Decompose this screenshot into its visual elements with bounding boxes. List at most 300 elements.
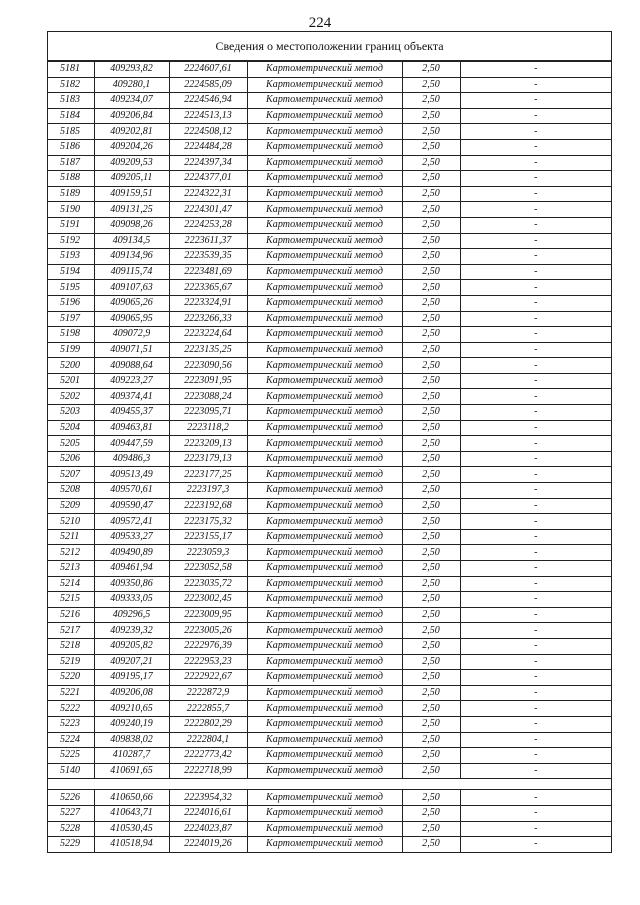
table-row	[48, 732, 611, 748]
coordinate-x: 409134,5	[94, 233, 169, 249]
coordinate-x: 409533,27	[94, 529, 169, 545]
point-number: 5185	[48, 124, 94, 140]
description-value: -	[460, 805, 611, 821]
determination-method: Картометрический метод	[247, 670, 402, 686]
coordinate-x: 409234,07	[94, 93, 169, 109]
coordinate-y: 2222872,9	[169, 685, 247, 701]
accuracy-value: 2,50	[402, 748, 460, 764]
determination-method: Картометрический метод	[247, 561, 402, 577]
determination-method: Картометрический метод	[247, 576, 402, 592]
table-row	[48, 805, 611, 821]
coordinate-x: 409333,05	[94, 592, 169, 608]
table-row	[48, 763, 611, 779]
coordinate-y: 2224484,28	[169, 139, 247, 155]
coordinate-x: 409572,41	[94, 514, 169, 530]
point-number: 5191	[48, 217, 94, 233]
table-row	[48, 327, 611, 343]
description-value: -	[460, 790, 611, 806]
point-number: 5216	[48, 607, 94, 623]
table-row	[48, 545, 611, 561]
accuracy-value: 2,50	[402, 108, 460, 124]
accuracy-value: 2,50	[402, 77, 460, 93]
coordinate-y: 2222922,67	[169, 670, 247, 686]
accuracy-value: 2,50	[402, 217, 460, 233]
coordinate-x: 409838,02	[94, 732, 169, 748]
determination-method: Картометрический метод	[247, 77, 402, 93]
coordinate-x: 409195,17	[94, 670, 169, 686]
accuracy-value: 2,50	[402, 420, 460, 436]
coordinates-group-main	[48, 62, 611, 779]
accuracy-value: 2,50	[402, 436, 460, 452]
point-number: 5228	[48, 821, 94, 837]
point-number: 5214	[48, 576, 94, 592]
coordinate-x: 409240,19	[94, 716, 169, 732]
coordinate-x: 409071,51	[94, 342, 169, 358]
description-value: -	[460, 467, 611, 483]
accuracy-value: 2,50	[402, 124, 460, 140]
coordinate-x: 409159,51	[94, 186, 169, 202]
description-value: -	[460, 155, 611, 171]
coordinate-x: 410643,71	[94, 805, 169, 821]
accuracy-value: 2,50	[402, 529, 460, 545]
description-value: -	[460, 763, 611, 779]
coordinate-x: 409134,96	[94, 249, 169, 265]
point-number: 5188	[48, 171, 94, 187]
table-row	[48, 638, 611, 654]
coordinate-x: 409088,64	[94, 358, 169, 374]
coordinate-x: 409202,81	[94, 124, 169, 140]
point-number: 5182	[48, 77, 94, 93]
determination-method: Картометрический метод	[247, 62, 402, 78]
determination-method: Картометрический метод	[247, 405, 402, 421]
coordinate-y: 2224322,31	[169, 186, 247, 202]
coordinate-y: 2223954,32	[169, 790, 247, 806]
page-number: 224	[308, 15, 332, 31]
point-number: 5199	[48, 342, 94, 358]
coordinate-y: 2223539,35	[169, 249, 247, 265]
coordinate-y: 2223035,72	[169, 576, 247, 592]
accuracy-value: 2,50	[402, 821, 460, 837]
determination-method: Картометрический метод	[247, 93, 402, 109]
description-value: -	[460, 545, 611, 561]
coordinates-group-second	[48, 790, 611, 852]
coordinate-y: 2223095,71	[169, 405, 247, 421]
coordinate-x: 409206,84	[94, 108, 169, 124]
table-row	[48, 498, 611, 514]
point-number: 5222	[48, 701, 94, 717]
coordinate-y: 2222802,29	[169, 716, 247, 732]
table-row	[48, 155, 611, 171]
table-row	[48, 654, 611, 670]
description-value: -	[460, 561, 611, 577]
description-value: -	[460, 202, 611, 218]
coordinate-x: 409350,86	[94, 576, 169, 592]
point-number: 5224	[48, 732, 94, 748]
coordinate-y: 2224253,28	[169, 217, 247, 233]
description-value: -	[460, 821, 611, 837]
point-number: 5184	[48, 108, 94, 124]
description-value: -	[460, 217, 611, 233]
description-value: -	[460, 233, 611, 249]
determination-method: Картометрический метод	[247, 373, 402, 389]
description-value: -	[460, 405, 611, 421]
point-number: 5207	[48, 467, 94, 483]
coordinate-y: 2223209,13	[169, 436, 247, 452]
point-number: 5227	[48, 805, 94, 821]
accuracy-value: 2,50	[402, 280, 460, 296]
coordinate-y: 2223005,26	[169, 623, 247, 639]
accuracy-value: 2,50	[402, 327, 460, 343]
table-row	[48, 561, 611, 577]
table-row	[48, 280, 611, 296]
table-row	[48, 592, 611, 608]
description-value: -	[460, 654, 611, 670]
description-value: -	[460, 108, 611, 124]
description-value: -	[460, 420, 611, 436]
determination-method: Картометрический метод	[247, 186, 402, 202]
coordinate-x: 409207,21	[94, 654, 169, 670]
determination-method: Картометрический метод	[247, 654, 402, 670]
coordinate-x: 410287,7	[94, 748, 169, 764]
accuracy-value: 2,50	[402, 264, 460, 280]
point-number: 5192	[48, 233, 94, 249]
point-number: 5186	[48, 139, 94, 155]
coordinate-y: 2222718,99	[169, 763, 247, 779]
table-row	[48, 436, 611, 452]
accuracy-value: 2,50	[402, 701, 460, 717]
determination-method: Картометрический метод	[247, 139, 402, 155]
determination-method: Картометрический метод	[247, 483, 402, 499]
determination-method: Картометрический метод	[247, 716, 402, 732]
table-row	[48, 342, 611, 358]
determination-method: Картометрический метод	[247, 701, 402, 717]
table-row	[48, 202, 611, 218]
coordinate-x: 409209,53	[94, 155, 169, 171]
coordinate-x: 409461,94	[94, 561, 169, 577]
coordinate-y: 2223197,3	[169, 483, 247, 499]
accuracy-value: 2,50	[402, 654, 460, 670]
point-number: 5187	[48, 155, 94, 171]
determination-method: Картометрический метод	[247, 623, 402, 639]
coordinate-x: 410530,45	[94, 821, 169, 837]
description-value: -	[460, 483, 611, 499]
determination-method: Картометрический метод	[247, 155, 402, 171]
determination-method: Картометрический метод	[247, 514, 402, 530]
coordinate-x: 409293,82	[94, 62, 169, 78]
table-row	[48, 821, 611, 837]
coordinate-x: 409374,41	[94, 389, 169, 405]
coordinate-y: 2222953,23	[169, 654, 247, 670]
accuracy-value: 2,50	[402, 685, 460, 701]
coordinate-x: 410691,65	[94, 763, 169, 779]
determination-method: Картометрический метод	[247, 171, 402, 187]
coordinate-y: 2224513,13	[169, 108, 247, 124]
determination-method: Картометрический метод	[247, 280, 402, 296]
table-row	[48, 467, 611, 483]
coordinate-y: 2224585,09	[169, 77, 247, 93]
coordinate-y: 2223365,67	[169, 280, 247, 296]
point-number: 5189	[48, 186, 94, 202]
accuracy-value: 2,50	[402, 498, 460, 514]
point-number: 5225	[48, 748, 94, 764]
coordinate-x: 410650,66	[94, 790, 169, 806]
description-value: -	[460, 716, 611, 732]
accuracy-value: 2,50	[402, 576, 460, 592]
coordinate-y: 2223175,32	[169, 514, 247, 530]
table-row	[48, 249, 611, 265]
description-value: -	[460, 327, 611, 343]
accuracy-value: 2,50	[402, 670, 460, 686]
description-value: -	[460, 62, 611, 78]
point-number: 5190	[48, 202, 94, 218]
point-number: 5193	[48, 249, 94, 265]
description-value: -	[460, 171, 611, 187]
determination-method: Картометрический метод	[247, 358, 402, 374]
coordinate-x: 409296,5	[94, 607, 169, 623]
coordinate-x: 409065,26	[94, 295, 169, 311]
point-number: 5217	[48, 623, 94, 639]
description-value: -	[460, 280, 611, 296]
point-number: 5202	[48, 389, 94, 405]
determination-method: Картометрический метод	[247, 837, 402, 853]
table-row	[48, 716, 611, 732]
accuracy-value: 2,50	[402, 561, 460, 577]
determination-method: Картометрический метод	[247, 805, 402, 821]
description-value: -	[460, 529, 611, 545]
determination-method: Картометрический метод	[247, 545, 402, 561]
coordinate-y: 2224016,61	[169, 805, 247, 821]
table-row	[48, 139, 611, 155]
description-value: -	[460, 607, 611, 623]
coordinate-y: 2224377,01	[169, 171, 247, 187]
point-number: 5197	[48, 311, 94, 327]
coordinate-y: 2223052,58	[169, 561, 247, 577]
determination-method: Картометрический метод	[247, 451, 402, 467]
description-value: -	[460, 837, 611, 853]
point-number: 5208	[48, 483, 94, 499]
accuracy-value: 2,50	[402, 592, 460, 608]
accuracy-value: 2,50	[402, 139, 460, 155]
description-value: -	[460, 264, 611, 280]
table-row	[48, 748, 611, 764]
table-row	[48, 171, 611, 187]
coordinates-table	[48, 61, 611, 853]
description-value: -	[460, 389, 611, 405]
accuracy-value: 2,50	[402, 155, 460, 171]
determination-method: Картометрический метод	[247, 389, 402, 405]
accuracy-value: 2,50	[402, 171, 460, 187]
accuracy-value: 2,50	[402, 763, 460, 779]
determination-method: Картометрический метод	[247, 108, 402, 124]
point-number: 5140	[48, 763, 94, 779]
description-value: -	[460, 576, 611, 592]
accuracy-value: 2,50	[402, 202, 460, 218]
point-number: 5204	[48, 420, 94, 436]
point-number: 5196	[48, 295, 94, 311]
boundary-sheet	[47, 31, 612, 853]
table-row	[48, 607, 611, 623]
coordinate-x: 409115,74	[94, 264, 169, 280]
coordinate-y: 2224301,47	[169, 202, 247, 218]
description-value: -	[460, 77, 611, 93]
table-row	[48, 108, 611, 124]
coordinate-x: 409513,49	[94, 467, 169, 483]
accuracy-value: 2,50	[402, 607, 460, 623]
accuracy-value: 2,50	[402, 186, 460, 202]
point-number: 5210	[48, 514, 94, 530]
description-value: -	[460, 748, 611, 764]
coordinate-y: 2223266,33	[169, 311, 247, 327]
coordinate-y: 2223481,69	[169, 264, 247, 280]
point-number: 5181	[48, 62, 94, 78]
coordinate-y: 2222773,42	[169, 748, 247, 764]
table-row	[48, 701, 611, 717]
description-value: -	[460, 732, 611, 748]
table-row	[48, 405, 611, 421]
point-number: 5218	[48, 638, 94, 654]
accuracy-value: 2,50	[402, 249, 460, 265]
point-number: 5195	[48, 280, 94, 296]
determination-method: Картометрический метод	[247, 233, 402, 249]
coordinate-y: 2223088,24	[169, 389, 247, 405]
coordinate-y: 2222976,39	[169, 638, 247, 654]
accuracy-value: 2,50	[402, 790, 460, 806]
coordinate-x: 409447,59	[94, 436, 169, 452]
determination-method: Картометрический метод	[247, 202, 402, 218]
point-number: 5215	[48, 592, 94, 608]
description-value: -	[460, 436, 611, 452]
description-value: -	[460, 623, 611, 639]
determination-method: Картометрический метод	[247, 607, 402, 623]
description-value: -	[460, 498, 611, 514]
accuracy-value: 2,50	[402, 93, 460, 109]
coordinate-y: 2223177,25	[169, 467, 247, 483]
coordinate-y: 2224546,94	[169, 93, 247, 109]
table-row	[48, 62, 611, 78]
point-number: 5219	[48, 654, 94, 670]
accuracy-value: 2,50	[402, 467, 460, 483]
coordinate-y: 2223002,45	[169, 592, 247, 608]
point-number: 5201	[48, 373, 94, 389]
table-title: Сведения о местоположении границ объекта	[48, 31, 611, 61]
table-row	[48, 790, 611, 806]
determination-method: Картометрический метод	[247, 790, 402, 806]
coordinate-y: 2224019,26	[169, 837, 247, 853]
coordinate-y: 2223224,64	[169, 327, 247, 343]
coordinate-x: 409107,63	[94, 280, 169, 296]
table-row	[48, 264, 611, 280]
accuracy-value: 2,50	[402, 483, 460, 499]
coordinate-x: 409131,25	[94, 202, 169, 218]
table-row	[48, 233, 611, 249]
coordinate-x: 409590,47	[94, 498, 169, 514]
table-row	[48, 77, 611, 93]
coordinate-y: 2222855,7	[169, 701, 247, 717]
description-value: -	[460, 186, 611, 202]
determination-method: Картометрический метод	[247, 592, 402, 608]
point-number: 5209	[48, 498, 94, 514]
determination-method: Картометрический метод	[247, 264, 402, 280]
table-row	[48, 295, 611, 311]
table-row	[48, 217, 611, 233]
coordinate-y: 2223135,25	[169, 342, 247, 358]
determination-method: Картометрический метод	[247, 124, 402, 140]
description-value: -	[460, 514, 611, 530]
table-row	[48, 623, 611, 639]
description-value: -	[460, 342, 611, 358]
accuracy-value: 2,50	[402, 716, 460, 732]
determination-method: Картометрический метод	[247, 436, 402, 452]
determination-method: Картометрический метод	[247, 685, 402, 701]
point-number: 5200	[48, 358, 94, 374]
determination-method: Картометрический метод	[247, 763, 402, 779]
coordinate-y: 2223118,2	[169, 420, 247, 436]
coordinate-x: 409205,82	[94, 638, 169, 654]
description-value: -	[460, 685, 611, 701]
coordinate-x: 409205,11	[94, 171, 169, 187]
coordinate-x: 409072,9	[94, 327, 169, 343]
coordinate-y: 2223090,56	[169, 358, 247, 374]
coordinate-y: 2223155,17	[169, 529, 247, 545]
determination-method: Картометрический метод	[247, 748, 402, 764]
coordinate-x: 409239,32	[94, 623, 169, 639]
point-number: 5206	[48, 451, 94, 467]
coordinate-x: 409280,1	[94, 77, 169, 93]
description-value: -	[460, 451, 611, 467]
description-value: -	[460, 124, 611, 140]
point-number: 5220	[48, 670, 94, 686]
coordinate-x: 409455,37	[94, 405, 169, 421]
determination-method: Картометрический метод	[247, 217, 402, 233]
coordinate-x: 409065,95	[94, 311, 169, 327]
table-row	[48, 483, 611, 499]
determination-method: Картометрический метод	[247, 821, 402, 837]
determination-method: Картометрический метод	[247, 295, 402, 311]
description-value: -	[460, 295, 611, 311]
table-row	[48, 93, 611, 109]
accuracy-value: 2,50	[402, 358, 460, 374]
coordinate-x: 409486,3	[94, 451, 169, 467]
accuracy-value: 2,50	[402, 62, 460, 78]
point-number: 5198	[48, 327, 94, 343]
point-number: 5223	[48, 716, 94, 732]
coordinate-y: 2223324,91	[169, 295, 247, 311]
point-number: 5226	[48, 790, 94, 806]
table-row	[48, 358, 611, 374]
table-row	[48, 529, 611, 545]
description-value: -	[460, 373, 611, 389]
description-value: -	[460, 358, 611, 374]
accuracy-value: 2,50	[402, 732, 460, 748]
accuracy-value: 2,50	[402, 233, 460, 249]
table-row	[48, 373, 611, 389]
accuracy-value: 2,50	[402, 837, 460, 853]
coordinate-y: 2224508,12	[169, 124, 247, 140]
table-row	[48, 685, 611, 701]
description-value: -	[460, 249, 611, 265]
coordinate-x: 409463,81	[94, 420, 169, 436]
description-value: -	[460, 311, 611, 327]
group-separator	[48, 779, 611, 790]
coordinate-y: 2223009,95	[169, 607, 247, 623]
determination-method: Картометрический метод	[247, 638, 402, 654]
coordinate-y: 2223611,37	[169, 233, 247, 249]
table-row	[48, 576, 611, 592]
description-value: -	[460, 670, 611, 686]
point-number: 5211	[48, 529, 94, 545]
accuracy-value: 2,50	[402, 514, 460, 530]
point-number: 5212	[48, 545, 94, 561]
